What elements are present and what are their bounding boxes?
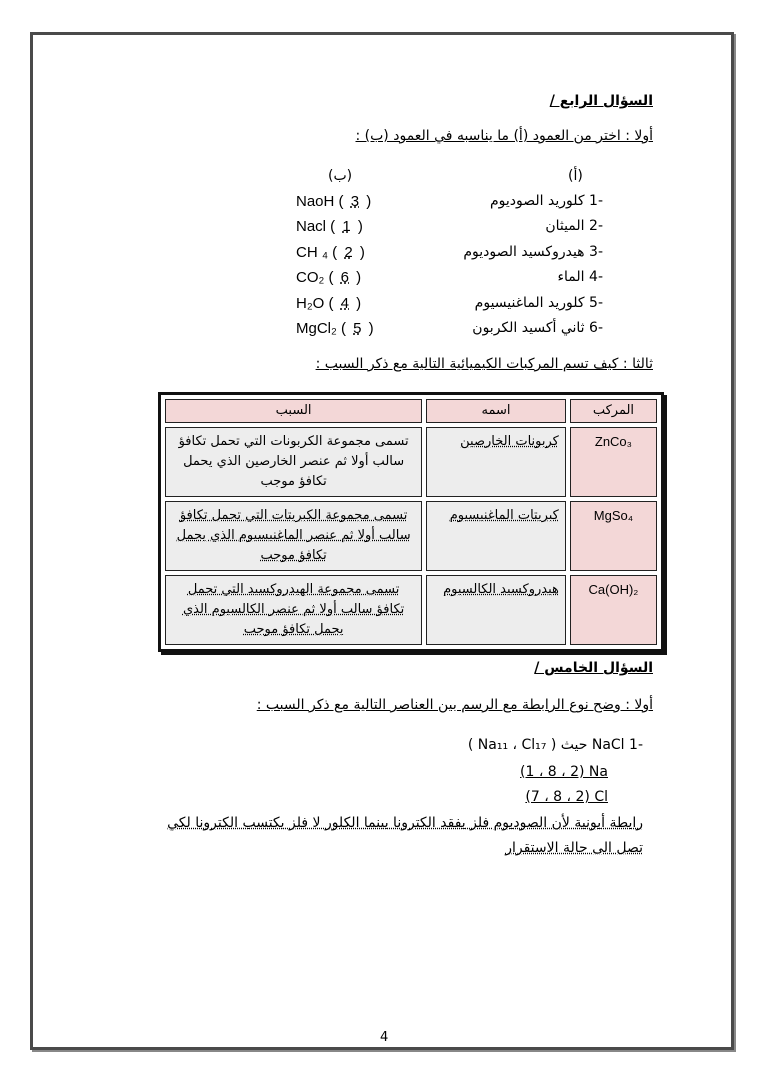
item-name: الماء: [557, 269, 585, 285]
item-answer: 5: [353, 320, 362, 337]
header-name: اسمه: [426, 399, 566, 423]
item-number: -6: [589, 320, 603, 336]
q4-title: السؤال الرابع /: [549, 93, 653, 109]
compound-cell: Ca(OH)₂: [570, 575, 657, 645]
q5-answer-line1: رابطة أيونية لأن الصوديوم فلز يفقد الكترونا بينما الكلور لا فلز يكتسب الكترونا لكي: [167, 815, 643, 831]
q5-title: السؤال الخامس /: [534, 660, 653, 676]
table-row: [165, 427, 657, 497]
name-cell: كبريتات الماغنيسيوم: [426, 501, 566, 571]
match-item-b: CO₂ ( 6 ): [296, 269, 362, 286]
item-formula: H₂O: [296, 295, 325, 312]
q4-part3-title: ثالثا : كيف تسم المركبات الكيميائية التالية مع ذكر السبب :: [315, 356, 653, 372]
item-formula: CO₂: [296, 269, 325, 286]
match-item-a: [463, 244, 603, 260]
name-cell: هيدروكسيد الكالسيوم: [426, 575, 566, 645]
reason-cell: تسمى مجموعة الهيدروكسيد التي تحمل تكافؤ سالب أولا ثم عنصر الكالسيوم الذي يحمل تكافؤ موجب: [165, 575, 422, 645]
reason-cell: تسمى مجموعة الكربونات التي تحمل تكافؤ سالب أولا ثم عنصر الخارصين الذي يحمل تكافؤ موجب: [165, 427, 422, 497]
col-b-header: (ب): [328, 168, 353, 184]
item-number: -2: [589, 218, 603, 234]
item-number: -5: [589, 295, 603, 311]
item-formula: Nacl: [296, 218, 327, 235]
match-item-a: [545, 218, 603, 234]
match-item-a: [490, 193, 603, 209]
match-item-b: MgCl₂ ( 5 ): [296, 320, 374, 337]
match-item-a: [472, 320, 603, 336]
item-answer: 1: [342, 218, 351, 235]
q5-part1-title: أولا : وضح نوع الرابطة مع الرسم بين العناصر التالية مع ذكر السبب :: [256, 697, 653, 713]
match-item-b: NaoH ( 3 ): [296, 193, 372, 210]
item-number: -1: [589, 193, 603, 209]
item-number: -4: [589, 269, 603, 285]
q5-line1: -1 NaCl حيث ( Na₁₁ ، Cl₁₇ ): [467, 737, 643, 753]
header-reason: السبب: [165, 399, 422, 423]
q5-answer-line2: تصل الى حالة الاستقرار: [505, 840, 643, 856]
page-number: 4: [380, 1030, 389, 1045]
table-row: [165, 575, 657, 645]
item-formula: MgCl₂: [296, 320, 337, 337]
item-answer: 2: [344, 244, 353, 261]
item-name: هيدروكسيد الصوديوم: [463, 244, 585, 260]
table-row: [165, 501, 657, 571]
q5-line3: (7 ، 8 ، 2) Cl: [525, 789, 608, 805]
item-answer: 6: [340, 269, 350, 286]
reason-cell: تسمى مجموعة الكبريتات التي تحمل تكافؤ سالب أولا ثم عنصر الماغنيسيوم الذي يحمل تكافؤ موجب: [165, 501, 422, 571]
match-item-a: [557, 269, 603, 285]
col-a-header: (أ): [568, 168, 583, 184]
item-number: -3: [589, 244, 603, 260]
name-cell: كربونات الخارصين: [426, 427, 566, 497]
compound-cell: MgSo₄: [570, 501, 657, 571]
match-item-b: CH ₄ ( 2 ): [296, 244, 365, 261]
table-header-row: [165, 399, 657, 423]
item-answer: 4: [340, 295, 350, 312]
q4-part1-title: أولا : اختر من العمود (أ) ما يناسبه في العمود (ب) :: [355, 128, 653, 144]
item-name: ثاني أكسيد الكربون: [472, 320, 585, 336]
item-name: كلوريد الماغنيسيوم: [474, 295, 585, 311]
item-formula: NaoH: [296, 193, 335, 210]
q5-line2: (1 ، 8 ، 2) Na: [520, 764, 608, 780]
compound-cell: ZnCo₃: [570, 427, 657, 497]
item-answer: 3: [350, 193, 360, 210]
item-name: كلوريد الصوديوم: [490, 193, 585, 209]
header-compound: المركب: [570, 399, 657, 423]
item-name: الميثان: [545, 218, 585, 234]
compounds-table: [158, 392, 664, 652]
match-item-b: H₂O ( 4 ): [296, 295, 362, 312]
match-item-b: Nacl ( 1 ): [296, 218, 363, 235]
match-item-a: [475, 295, 603, 311]
item-formula: CH ₄: [296, 244, 328, 261]
